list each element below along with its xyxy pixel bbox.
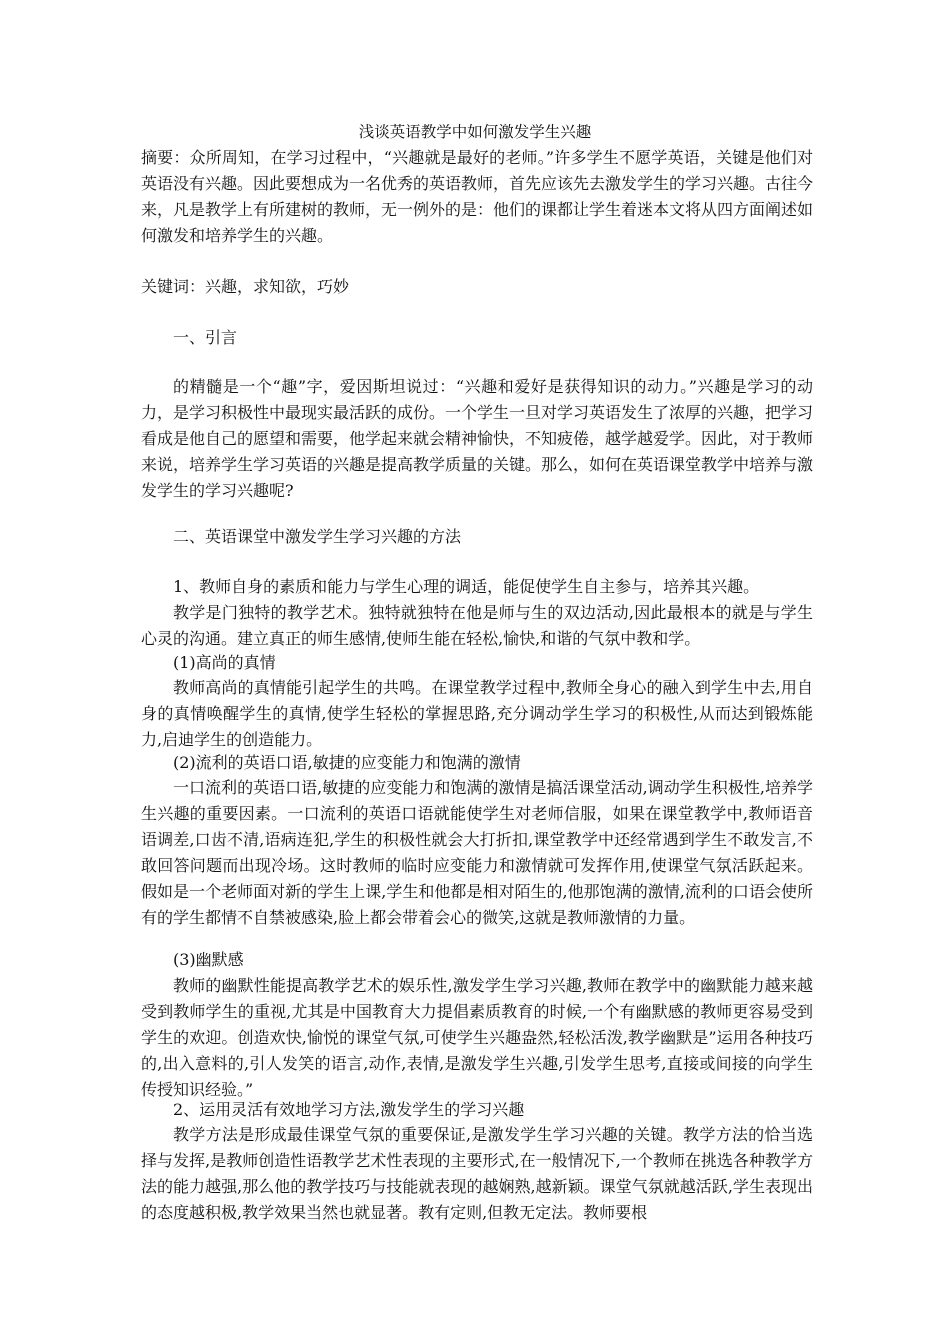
method-1-heading: 1、教师自身的素质和能力与学生心理的调适，能促使学生自主参与，培养其兴趣。 bbox=[173, 577, 760, 596]
keywords-line: 关键词：兴趣，求知欲，巧妙 bbox=[141, 277, 350, 296]
humor-paragraph: 教师的幽默性能提高教学艺术的娱乐性,激发学生学习兴趣,教师在教学中的幽默能力越来越受到教师学生的重视,尤其是中国教育大力提倡素质教育的时候,一个有幽默感的教师更容易受到学生的欢迎。创造欢快,愉悦的课堂气氛,可使学生兴趣盎然,轻松活泼,教学幽默是”运用各种技巧的,出入意料的,引人发笑的语言,动作,表情,是激发学生兴趣,引发学生思考,直接或间接的向学生传授知识经验。” bbox=[141, 976, 813, 1099]
subheading-sincerity: (1)高尚的真情 bbox=[173, 653, 276, 672]
introduction-paragraph: 的精髓是一个“趣”字，爱因斯坦说过：“兴趣和爱好是获得知识的动力。”兴趣是学习的动力，是学习积极性中最现实最活跃的成份。一个学生一旦对学习英语发生了浓厚的兴趣，把学习看成是他自己的愿望和需要，他学起来就会精神愉快，不知疲倦，越学越爱学。因此，对于教师来说，培养学生学习英语的兴趣是提高教学质量的关键。那么，如何在英语课堂教学中培养与激发学生的学习兴趣呢? bbox=[141, 377, 814, 500]
subheading-oral-english: (2)流利的英语口语,敏捷的应变能力和饱满的激情 bbox=[173, 753, 521, 772]
section-heading-methods: 二、英语课堂中激发学生学习兴趣的方法 bbox=[173, 527, 462, 546]
document-title: 浅谈英语教学中如何激发学生兴趣 bbox=[358, 123, 592, 141]
subheading-humor: (3)幽默感 bbox=[173, 950, 244, 969]
oral-english-paragraph: 一口流利的英语口语,敏捷的应变能力和饱满的激情是搞活课堂活动,调动学生积极性,培养学生兴趣的重要因素。一口流利的英语口语就能使学生对老师信服，如果在课堂教学中,教师语音语调差,口齿不清,语病连犯,学生的积极性就会大打折扣,课堂教学中还经常遇到学生不敢发言,不敢回答问题而出现冷场。这时教师的临时应变能力和激情就可发挥作用,使课堂气氛活跃起来。假如是一个老师面对新的学生上课,学生和他都是相对陌生的,他那饱满的激情,流利的口语会使所有的学生都情不自禁被感染,脸上都会带着会心的微笑,这就是教师激情的力量。 bbox=[141, 778, 813, 927]
method-2-heading: 2、运用灵活有效地学习方法,激发学生的学习兴趣 bbox=[173, 1100, 525, 1119]
method-1-paragraph: 教学是门独特的教学艺术。独特就独特在他是师与生的双边活动,因此最根本的就是与学生心灵的沟通。建立真正的师生感情,使师生能在轻松,愉快,和谐的气氛中教和学。 bbox=[141, 603, 813, 648]
section-heading-introduction: 一、引言 bbox=[173, 328, 238, 347]
abstract-paragraph: 摘要：众所周知，在学习过程中，“兴趣就是最好的老师。”许多学生不愿学英语，关键是他们对英语没有兴趣。因此要想成为一名优秀的英语教师，首先应该先去激发学生的学习兴趣。古往今来，凡是教学上有所建树的教师，无一例外的是：他们的课都让学生着迷本文将从四方面阐述如何激发和培养学生的兴趣。 bbox=[141, 148, 814, 245]
sincerity-paragraph: 教师高尚的真情能引起学生的共鸣。在课堂教学过程中,教师全身心的融入到学生中去,用自身的真情唤醒学生的真情,使学生轻松的掌握思路,充分调动学生学习的积极性,从而达到锻炼能力,启迪学生的创造能力。 bbox=[141, 678, 813, 749]
method-2-paragraph: 教学方法是形成最佳课堂气氛的重要保证,是激发学生学习兴趣的关键。教学方法的恰当选择与发挥,是教师创造性语教学艺术性表现的主要形式,在一般情况下,一个教师在挑选各种教学方法的能力越强,那么他的教学技巧与技能就表现的越娴熟,越新颖。课堂气氛就越活跃,学生表现出的态度越积极,教学效果当然也就显著。教有定则,但教无定法。教师要根 bbox=[141, 1125, 813, 1222]
